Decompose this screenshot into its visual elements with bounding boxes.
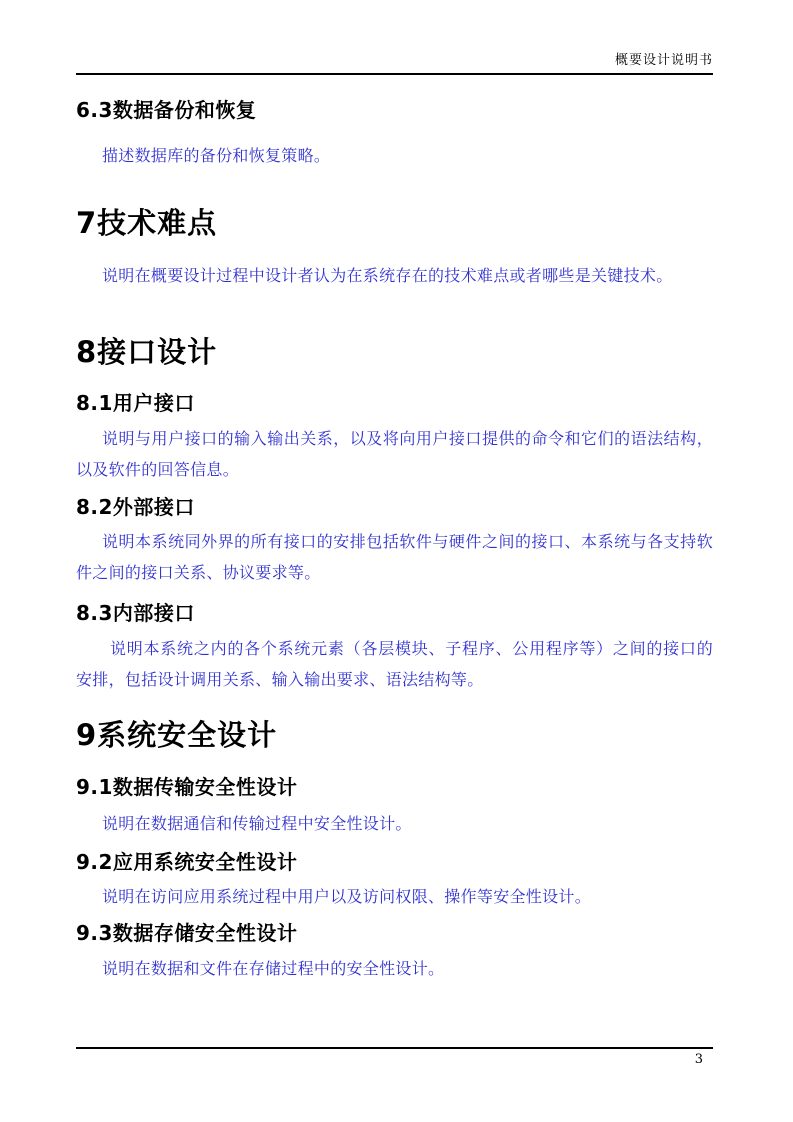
section-heading-9-2: 9.2应用系统安全性设计 (76, 850, 298, 874)
paragraph-9-1: 说明在数据通信和传输过程中安全性设计。 (102, 814, 412, 833)
chapter-heading-7: 7技术难点 (76, 206, 218, 240)
paragraph-9-2: 说明在访问应用系统过程中用户以及访问权限、操作等安全性设计。 (102, 887, 592, 906)
paragraph-8-2: 说明本系统同外界的所有接口的安排包括软件与硬件之间的接口、本系统与各支持软件之间的接口关系、协议要求等。 (76, 532, 713, 582)
header-title: 概要设计说明书 (614, 53, 713, 68)
section-heading-9-1: 9.1数据传输安全性设计 (76, 775, 298, 799)
page-header (76, 0, 713, 75)
section-heading-6-3: 6.3数据备份和恢复 (76, 98, 257, 122)
paragraph-7: 说明在概要设计过程中设计者认为在系统存在的技术难点或者哪些是关键技术。 (102, 266, 673, 285)
page-footer (76, 1047, 713, 1067)
paragraph-6-3: 描述数据库的备份和恢复策略。 (102, 146, 331, 165)
paragraph-8-1: 说明与用户接口的输入输出关系，以及将向用户接口提供的命令和它们的语法结构，以及软件的回答信息。 (76, 429, 713, 479)
page-number: 3 (694, 1052, 703, 1067)
chapter-heading-9: 9系统安全设计 (76, 718, 278, 752)
section-heading-8-1: 8.1用户接口 (76, 391, 195, 415)
chapter-heading-8: 8接口设计 (76, 335, 218, 369)
document-content (76, 77, 713, 984)
section-heading-9-3: 9.3数据存储安全性设计 (76, 921, 298, 945)
section-heading-8-2: 8.2外部接口 (76, 495, 195, 519)
section-heading-8-3: 8.3内部接口 (76, 601, 195, 625)
paragraph-9-3: 说明在数据和文件在存储过程中的安全性设计。 (102, 959, 445, 978)
paragraph-8-3: 说明本系统之内的各个系统元素（各层模块、子程序、公用程序等）之间的接口的安排，包括设计调用关系、输入输出要求、语法结构等。 (76, 639, 713, 689)
